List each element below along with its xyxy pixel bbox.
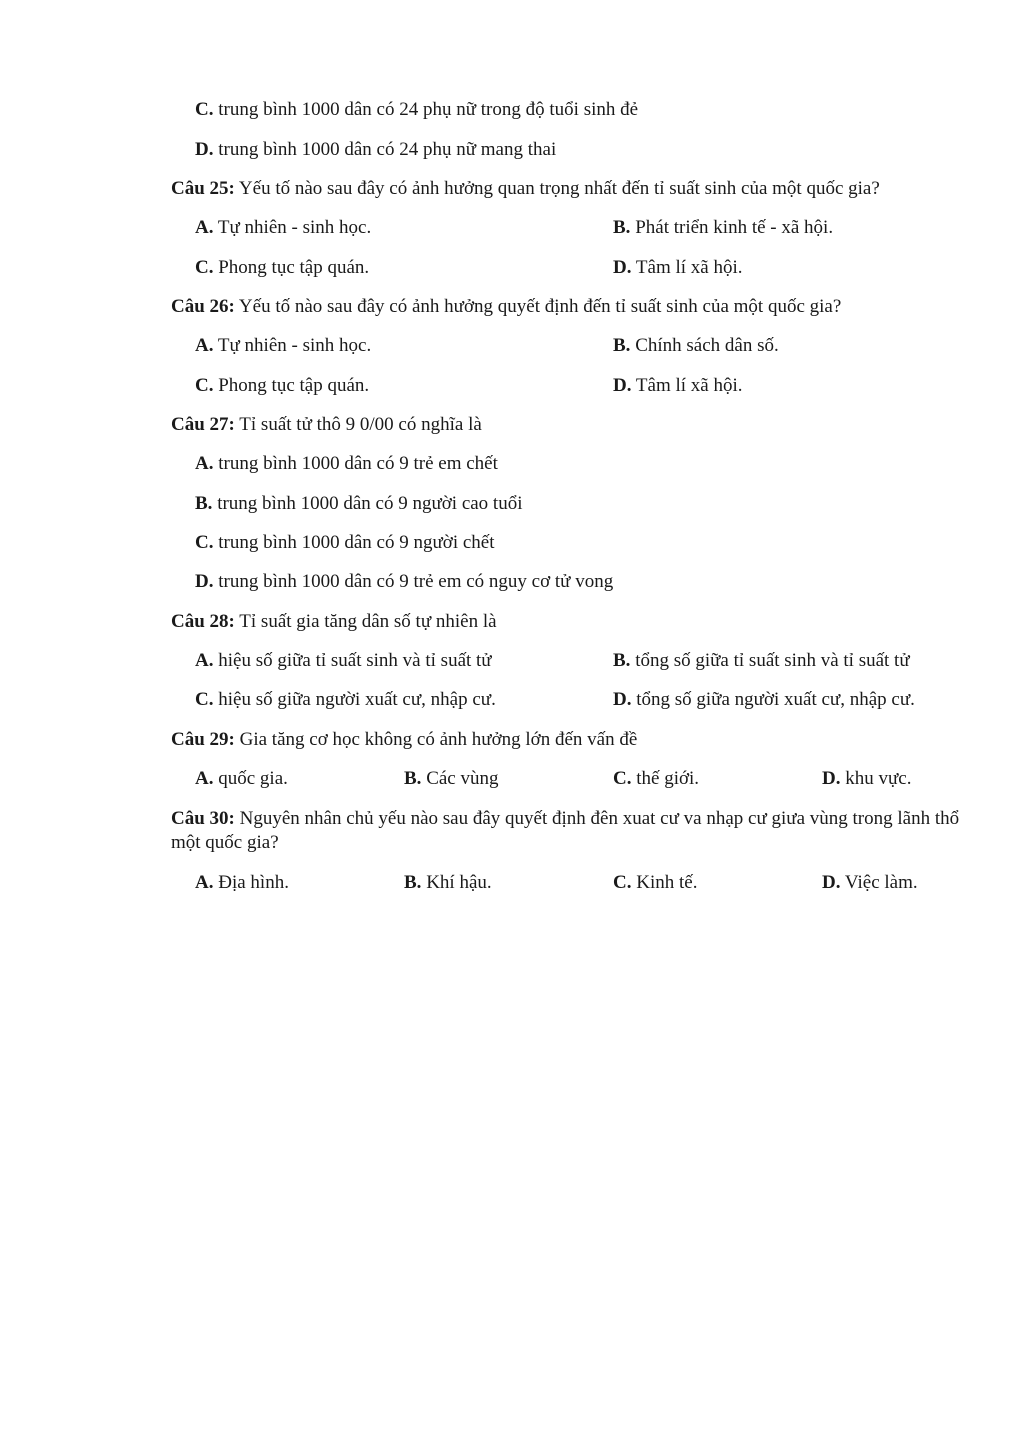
q28-option-b xyxy=(613,649,910,673)
option-text: Khí hậu. xyxy=(426,872,492,893)
q29-option-d xyxy=(822,767,911,791)
question-label: Câu 30: xyxy=(171,808,235,829)
question-label: Câu 29: xyxy=(171,729,235,750)
q28-option-a xyxy=(195,649,492,673)
option-text: Việc làm. xyxy=(844,872,918,893)
q25-option-d xyxy=(613,256,743,280)
q25-option-b xyxy=(613,216,833,240)
option-letter: D. xyxy=(613,689,632,710)
option-text: thế giới. xyxy=(636,768,700,789)
q25-option-a xyxy=(195,216,371,240)
q29-option-c xyxy=(613,767,699,791)
option-letter: C. xyxy=(613,872,632,893)
option-text: Tâm lí xã hội. xyxy=(635,257,743,278)
option-letter: B. xyxy=(404,768,422,789)
q29-option-a xyxy=(195,767,288,791)
option-text: Tự nhiên - sinh học. xyxy=(217,335,372,356)
question-text: Yếu tố nào sau đây có ảnh hưởng quyết định đến tỉ suất sinh của một quốc gia? xyxy=(238,296,842,317)
option-text: trung bình 1000 dân có 9 trẻ em có nguy cơ tử vong xyxy=(218,571,614,592)
q28-option-c xyxy=(195,688,496,712)
question-29 xyxy=(171,728,637,752)
question-label: Câu 27: xyxy=(171,414,235,435)
option-letter: C. xyxy=(195,257,214,278)
question-28 xyxy=(171,610,497,634)
option-letter: D. xyxy=(195,139,214,160)
option-text: trung bình 1000 dân có 9 người cao tuổi xyxy=(217,493,523,514)
question-26 xyxy=(171,295,841,319)
q26-option-a xyxy=(195,334,371,358)
question-25 xyxy=(171,177,880,201)
option-text: Phát triển kinh tế - xã hội. xyxy=(635,217,834,238)
option-letter: C. xyxy=(195,689,214,710)
q27-option-a xyxy=(195,452,498,476)
q26-option-b xyxy=(613,334,779,358)
option-text: Kinh tế. xyxy=(636,872,698,893)
question-30 xyxy=(171,807,961,855)
option-letter: A. xyxy=(195,453,214,474)
option-text: hiệu số giữa người xuất cư, nhập cư. xyxy=(218,689,496,710)
question-label: Câu 26: xyxy=(171,296,235,317)
option-letter: A. xyxy=(195,650,214,671)
option-letter: A. xyxy=(195,768,214,789)
q26-option-c xyxy=(195,374,369,398)
option-letter: B. xyxy=(613,650,631,671)
option-letter: C. xyxy=(195,532,214,553)
q30-option-b xyxy=(404,871,492,895)
question-text: Tỉ suất tử thô 9 0/00 có nghĩa là xyxy=(239,414,482,435)
option-letter: A. xyxy=(195,217,214,238)
q26-option-d xyxy=(613,374,743,398)
option-letter: B. xyxy=(404,872,422,893)
option-text: trung bình 1000 dân có 9 trẻ em chết xyxy=(218,453,498,474)
option-text: trung bình 1000 dân có 24 phụ nữ mang thai xyxy=(218,139,557,160)
option-letter: B. xyxy=(613,335,631,356)
option-text: Tự nhiên - sinh học. xyxy=(217,217,372,238)
q27-option-b xyxy=(195,492,523,516)
option-text: tổng số giữa tỉ suất sinh và tỉ suất tử xyxy=(635,650,910,671)
option-text: Tâm lí xã hội. xyxy=(635,375,743,396)
q25-option-c xyxy=(195,256,369,280)
question-text: Tỉ suất gia tăng dân số tự nhiên là xyxy=(239,611,497,632)
option-letter: D. xyxy=(195,571,214,592)
question-text: Gia tăng cơ học không có ảnh hưởng lớn đến vấn đề xyxy=(239,729,638,750)
q24-option-d xyxy=(195,138,556,162)
q28-option-d xyxy=(613,688,915,712)
option-text: Các vùng xyxy=(426,768,499,789)
option-letter: D. xyxy=(822,872,841,893)
q30-option-d xyxy=(822,871,918,895)
option-letter: D. xyxy=(822,768,841,789)
option-text: hiệu số giữa tỉ suất sinh và tỉ suất tử xyxy=(218,650,492,671)
question-27 xyxy=(171,413,482,437)
question-label: Câu 25: xyxy=(171,178,235,199)
option-letter: A. xyxy=(195,335,214,356)
q30-option-a xyxy=(195,871,289,895)
option-text: Chính sách dân số. xyxy=(635,335,779,356)
option-text: khu vực. xyxy=(845,768,912,789)
question-text: Nguyên nhân chủ yếu nào sau đây quyết định đên xuat cư va nhạp cư giưa vùng trong lãnh thổ một quốc gia? xyxy=(171,808,960,853)
option-letter: B. xyxy=(195,493,213,514)
option-text: Phong tục tập quán. xyxy=(218,375,370,396)
q29-option-b xyxy=(404,767,498,791)
option-letter: C. xyxy=(195,99,214,120)
option-letter: D. xyxy=(613,375,632,396)
option-letter: C. xyxy=(195,375,214,396)
q30-option-c xyxy=(613,871,697,895)
option-text: trung bình 1000 dân có 24 phụ nữ trong độ tuổi sinh đẻ xyxy=(218,99,639,120)
option-text: Phong tục tập quán. xyxy=(218,257,370,278)
option-letter: C. xyxy=(613,768,632,789)
q27-option-c xyxy=(195,531,495,555)
option-text: tổng số giữa người xuất cư, nhập cư. xyxy=(636,689,915,710)
option-text: Địa hình. xyxy=(218,872,289,893)
option-letter: D. xyxy=(613,257,632,278)
option-letter: B. xyxy=(613,217,631,238)
q27-option-d xyxy=(195,570,613,594)
option-text: trung bình 1000 dân có 9 người chết xyxy=(218,532,495,553)
option-text: quốc gia. xyxy=(218,768,288,789)
q24-option-c xyxy=(195,98,638,122)
question-text: Yếu tố nào sau đây có ảnh hưởng quan trọng nhất đến tỉ suất sinh của một quốc gia? xyxy=(238,178,880,199)
question-label: Câu 28: xyxy=(171,611,235,632)
option-letter: A. xyxy=(195,872,214,893)
